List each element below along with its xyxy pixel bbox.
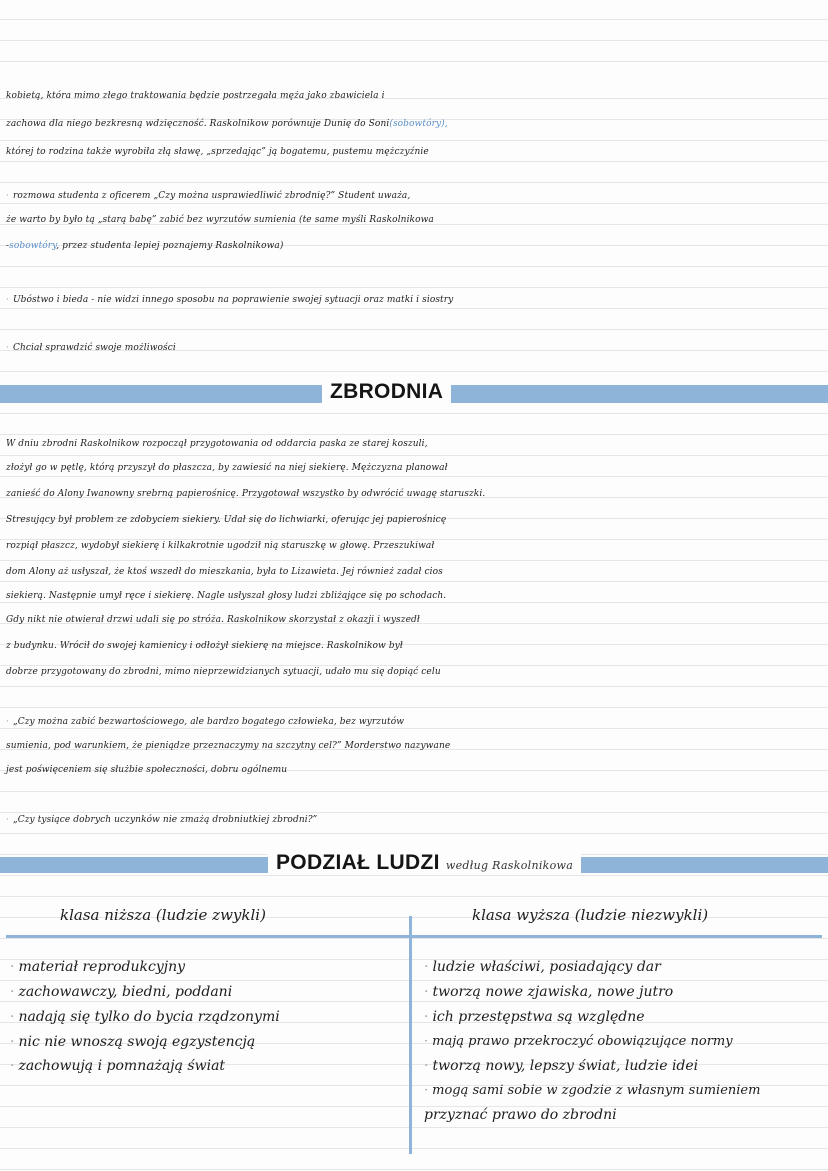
- bullet-dot: ·: [10, 959, 15, 975]
- list-item: · tworzą nowe zjawiska, nowe jutro: [424, 984, 674, 1000]
- list-item: · mają prawo przekroczyć obowiązujące normy: [424, 1034, 733, 1049]
- bullet-dot: ·: [10, 1009, 15, 1025]
- bullet-line: · Ubóstwo i bieda - nie widzi innego sposobu na poprawienie swojej sytuacji oraz matki i siostry: [6, 295, 454, 305]
- list-item: przyznać prawo do zbrodni: [424, 1107, 617, 1123]
- list-item: · nadają się tylko do bycia rządzonymi: [10, 1009, 280, 1025]
- text-line: z budynku. Wrócił do swojej kamienicy i odłożył siekierę na miejsce. Raskolnikow był: [6, 641, 403, 651]
- sobowtory-note: (sobowtóry),: [389, 119, 448, 129]
- bullet-dot: ·: [424, 1058, 429, 1074]
- text-line: Gdy nikt nie otwierał drzwi udali się po stróża. Raskolnikow skorzystał z okazji i wyszedł: [6, 615, 420, 625]
- bullet-dot: ·: [6, 343, 9, 353]
- list-item: · zachowują i pomnażają świat: [10, 1058, 226, 1074]
- sobowtory-note: sobowtóry: [9, 241, 57, 251]
- bullet-dot: ·: [424, 1009, 429, 1025]
- text-line: Stresujący był problem ze zdobyciem siekiery. Udał się do lichwiarki, oferując jej papierośnicę: [6, 515, 447, 525]
- list-item: · nic nie wnoszą swoją egzystencją: [10, 1034, 256, 1050]
- bullet-line: · Chciał sprawdzić swoje możliwości: [6, 343, 176, 353]
- column-header-right: klasa wyższa (ludzie niezwykli): [472, 906, 709, 924]
- bullet-dot: ·: [10, 1034, 15, 1050]
- table-divider-vertical: [409, 916, 412, 1154]
- bullet-dot: ·: [424, 1034, 429, 1049]
- list-item: · materiał reprodukcyjny: [10, 959, 186, 975]
- bullet-dot: ·: [424, 959, 429, 975]
- text-line: kobietą, która mimo złego traktowania będzie postrzegała męża jako zbawiciela i: [6, 91, 385, 101]
- bullet-dot: ·: [424, 1083, 429, 1098]
- list-item: · mogą sami sobie w zgodzie z własnym sumieniem: [424, 1083, 761, 1098]
- text-line: której to rodzina także wyrobiła złą sławę, „sprzedając” ją bogatemu, pustemu mężczyźnie: [6, 147, 429, 157]
- quote-line: · „Czy można zabić bezwartościowego, ale bardzo bogatego człowieka, bez wyrzutów: [6, 717, 405, 727]
- bullet-dot: ·: [6, 717, 9, 727]
- text-line: że warto by było tą „starą babę” zabić bez wyrzutów sumienia (te same myśli Raskolnikowa: [6, 215, 434, 225]
- text-line: zachowa dla niego bezkresną wdzięczność. Raskolnikow porównuje Dunię do Soni(sobowtóry),: [6, 119, 448, 129]
- bullet-dot: ·: [6, 191, 9, 201]
- section-title-zbrodnia: ZBRODNIA: [322, 380, 451, 404]
- text-line: zanieść do Alony Iwanowny srebrną papierośnicę. Przygotował wszystko by odwrócić uwagę staruszki.: [6, 489, 486, 499]
- text-line: dom Alony aż usłyszał, że ktoś wszedł do mieszkania, była to Lizawieta. Jej również zadał cios: [6, 567, 443, 577]
- text-line: siekierą. Następnie umył ręce i siekierę. Nagle usłyszał głosy ludzi zbliżające się po schodach.: [6, 591, 447, 601]
- text-line: dobrze przygotowany do zbrodni, mimo nieprzewidzianych sytuacji, udało mu się dopiąć celu: [6, 667, 441, 677]
- bullet-dot: ·: [6, 295, 9, 305]
- text-line: rozpiął płaszcz, wydobył siekierę i kilkakrotnie ugodził nią staruszkę w głowę. Przeszukiwał: [6, 541, 435, 551]
- quote-line: · „Czy tysiące dobrych uczynków nie zmażą drobniutkiej zbrodni?”: [6, 815, 318, 825]
- bullet-dot: ·: [10, 984, 15, 1000]
- section-title-podzial: PODZIAŁ LUDZI według Raskolnikowa: [268, 851, 581, 875]
- bullet-dot: ·: [424, 984, 429, 1000]
- column-header-left: klasa niższa (ludzie zwykli): [60, 906, 266, 924]
- section-subtitle: według Raskolnikowa: [445, 859, 574, 872]
- text-line: złożył go w pętlę, którą przyszył do płaszcza, by zawiesić na niej siekierę. Mężczyzna planował: [6, 463, 448, 473]
- list-item: · tworzą nowy, lepszy świat, ludzie idei: [424, 1058, 699, 1074]
- text-line: -sobowtóry, przez studenta lepiej poznajemy Raskolnikowa): [6, 241, 284, 251]
- list-item: · zachowawczy, biedni, poddani: [10, 984, 233, 1000]
- table-divider-horizontal: [6, 935, 822, 938]
- text-line: W dniu zbrodni Raskolnikow rozpoczął przygotowania od oddarcia paska ze starej koszuli,: [6, 439, 428, 449]
- list-item: · ludzie właściwi, posiadający dar: [424, 959, 661, 975]
- bullet-line: · rozmowa studenta z oficerem „Czy można usprawiedliwić zbrodnię?” Student uważa,: [6, 191, 411, 201]
- quote-line: jest poświęceniem się służbie społeczności, dobru ogólnemu: [6, 765, 288, 775]
- bullet-dot: ·: [6, 815, 9, 825]
- list-item: · ich przestępstwa są względne: [424, 1009, 645, 1025]
- bullet-dot: ·: [10, 1058, 15, 1074]
- quote-line: sumienia, pod warunkiem, że pieniądze przeznaczymy na szczytny cel?” Morderstwo nazywane: [6, 741, 451, 751]
